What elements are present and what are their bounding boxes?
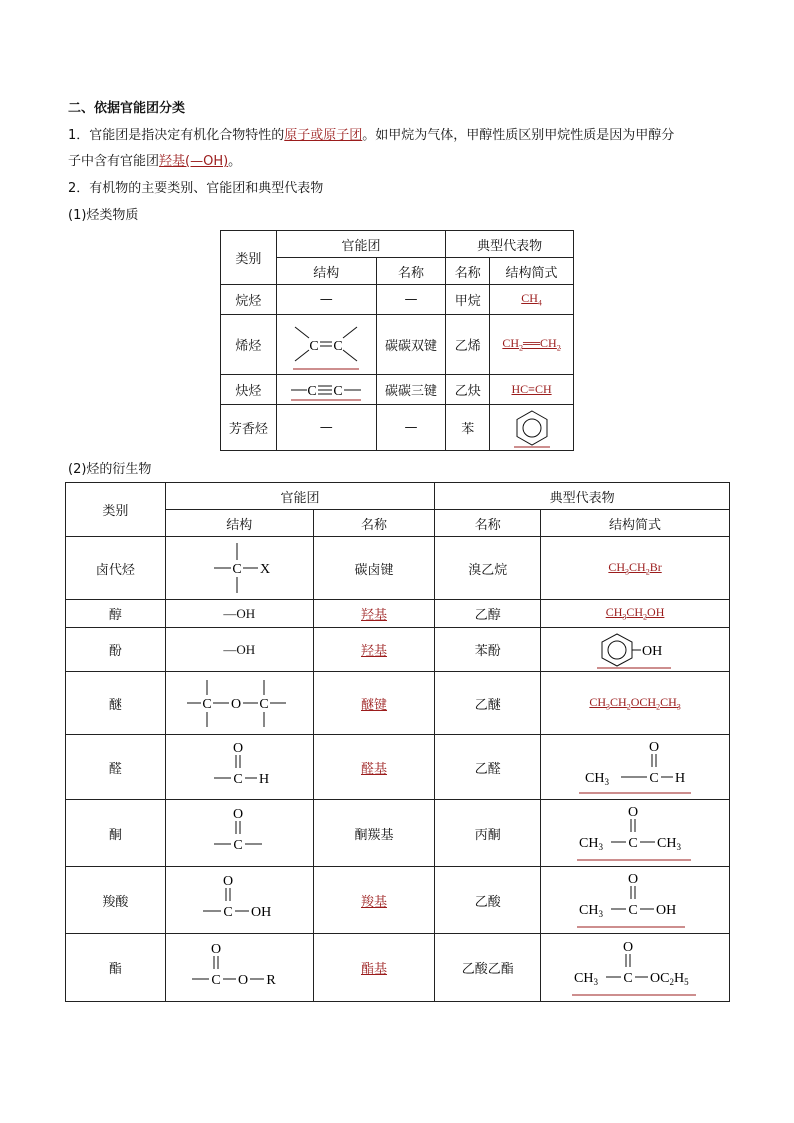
svg-text:C: C bbox=[232, 562, 242, 577]
formula-cell bbox=[541, 934, 730, 1002]
fg-name-cell: 碳碳双键 bbox=[376, 315, 446, 375]
header-category: 类别 bbox=[221, 231, 277, 285]
header-rep-name: 名称 bbox=[446, 258, 490, 285]
structure-cell: — bbox=[276, 405, 376, 451]
header-structure: 结构 bbox=[276, 258, 376, 285]
fg-name-cell: 酮羰基 bbox=[313, 800, 435, 867]
answer-aldehyde-group: 醛基 bbox=[361, 761, 388, 777]
fg-name-cell bbox=[313, 735, 435, 800]
category-cell: 炔烃 bbox=[221, 375, 277, 405]
table-row bbox=[221, 315, 574, 375]
answer-atom-group: 原子或原子团 bbox=[284, 128, 363, 143]
phenol-oh-label: OH bbox=[642, 643, 663, 659]
formula-cell bbox=[490, 285, 574, 315]
rep-name-cell: 苯 bbox=[446, 405, 490, 451]
answer-hydroxyl: 羟基(—OH) bbox=[159, 154, 229, 169]
svg-text:C: C bbox=[233, 838, 243, 853]
header-category: 类别 bbox=[66, 483, 166, 537]
table-row bbox=[66, 628, 730, 672]
phenol-structure-diagram bbox=[593, 631, 677, 669]
table-row bbox=[66, 735, 730, 800]
acetone-structure-diagram bbox=[575, 802, 695, 864]
table-row bbox=[221, 375, 574, 405]
structure-cell bbox=[165, 735, 313, 800]
category-cell: 羧酸 bbox=[66, 867, 166, 934]
header-representative: 典型代表物 bbox=[446, 231, 574, 258]
ether-structure-diagram bbox=[184, 675, 294, 731]
svg-text:C: C bbox=[333, 383, 343, 399]
header-structure: 结构 bbox=[165, 510, 313, 537]
svg-text:CH3: $CH_3$ bbox=[579, 903, 603, 919]
structure-cell bbox=[165, 934, 313, 1002]
structure-cell: —OH bbox=[165, 628, 313, 672]
paragraph-1-cont bbox=[68, 150, 241, 169]
formula-bromoethane: $CH_3CH_2Br$ bbox=[608, 559, 662, 577]
formula-ethanol: $CH_3CH_2OH$ bbox=[605, 605, 665, 622]
svg-text:C: C bbox=[202, 697, 212, 712]
header-functional-group: 官能团 bbox=[165, 483, 435, 510]
paragraph-1 bbox=[68, 124, 674, 143]
table-row bbox=[66, 867, 730, 934]
svg-text:O: O bbox=[231, 697, 242, 712]
subheading-hydrocarbons: (1)烃类物质 bbox=[68, 208, 139, 223]
svg-text:CH3: $CH_3$ bbox=[574, 970, 598, 987]
fg-name-cell bbox=[313, 628, 435, 672]
table-row bbox=[66, 672, 730, 735]
header-formula: 结构简式 bbox=[541, 510, 730, 537]
fg-name-cell: — bbox=[376, 405, 446, 451]
svg-text:O: O bbox=[627, 805, 639, 820]
formula-cell bbox=[541, 537, 730, 600]
table-row bbox=[66, 934, 730, 1002]
svg-text:C: C bbox=[233, 772, 243, 787]
svg-text:C: C bbox=[649, 771, 659, 786]
formula-cell bbox=[541, 628, 730, 672]
svg-text:C: C bbox=[211, 972, 221, 988]
ketone-structure-diagram bbox=[194, 804, 284, 862]
alkyne-structure-diagram bbox=[281, 377, 371, 403]
ethyl-acetate-structure-diagram bbox=[570, 937, 700, 999]
svg-text:H: H bbox=[674, 771, 686, 786]
table-row bbox=[221, 405, 574, 451]
answer-carboxyl-group: 羧基 bbox=[361, 894, 388, 910]
svg-text:X: X bbox=[260, 562, 271, 577]
svg-text:OH: OH bbox=[656, 903, 677, 918]
svg-text:C: C bbox=[628, 836, 638, 851]
svg-text:O: O bbox=[211, 941, 222, 957]
svg-text:C: C bbox=[259, 697, 269, 712]
formula-diethyl-ether: $CH_3CH_2OCH_2CH_3$ bbox=[589, 694, 681, 712]
answer-ether-bond: 醚键 bbox=[361, 697, 388, 713]
formula-cell bbox=[490, 315, 574, 375]
svg-text:OH: OH bbox=[251, 905, 272, 920]
structure-cell bbox=[165, 672, 313, 735]
svg-text:CH3: $CH_3$ bbox=[585, 771, 609, 787]
formula-cell bbox=[541, 867, 730, 934]
formula-cell bbox=[541, 672, 730, 735]
rep-name-cell: 乙炔 bbox=[446, 375, 490, 405]
answer-ester-group: 酯基 bbox=[361, 962, 388, 977]
alkene-structure-diagram bbox=[281, 317, 371, 373]
answer-hydroxyl-name: 羟基 bbox=[361, 608, 388, 623]
rep-name-cell: 溴乙烷 bbox=[435, 537, 541, 600]
category-cell: 醚 bbox=[66, 672, 166, 735]
formula-methane: $CH_4$ bbox=[521, 291, 542, 308]
derivative-table bbox=[65, 482, 730, 1002]
formula-cell bbox=[541, 800, 730, 867]
structure-cell bbox=[276, 315, 376, 375]
paragraph-2: 2．有机物的主要类别、官能团和典型代表物 bbox=[68, 181, 324, 196]
aldehyde-structure-diagram bbox=[194, 738, 284, 796]
rep-name-cell: 苯酚 bbox=[435, 628, 541, 672]
formula-cell bbox=[490, 405, 574, 451]
svg-text:C: C bbox=[628, 903, 638, 918]
rep-name-cell: 丙酮 bbox=[435, 800, 541, 867]
category-cell: 酚 bbox=[66, 628, 166, 672]
halide-structure-diagram bbox=[194, 540, 284, 596]
category-cell: 烷烃 bbox=[221, 285, 277, 315]
svg-text:O: O bbox=[238, 972, 249, 988]
formula-cell bbox=[541, 600, 730, 628]
section-title: 二、依据官能团分类 bbox=[68, 101, 186, 116]
category-cell: 醇 bbox=[66, 600, 166, 628]
ester-structure-diagram bbox=[184, 939, 294, 997]
svg-text:CH3: $CH_3$ bbox=[579, 836, 603, 852]
svg-text:C: C bbox=[309, 338, 319, 354]
benzene-ring-icon bbox=[510, 408, 554, 448]
header-name: 名称 bbox=[313, 510, 435, 537]
para1-text-4: 。 bbox=[228, 154, 242, 169]
rep-name-cell: 乙醚 bbox=[435, 672, 541, 735]
header-formula: 结构简式 bbox=[490, 258, 574, 285]
category-cell: 卤代烃 bbox=[66, 537, 166, 600]
fg-name-cell: 碳卤键 bbox=[313, 537, 435, 600]
category-cell: 醛 bbox=[66, 735, 166, 800]
structure-cell bbox=[276, 375, 376, 405]
rep-name-cell: 乙酸乙酯 bbox=[435, 934, 541, 1002]
acetic-acid-structure-diagram bbox=[575, 869, 695, 931]
svg-text:C: C bbox=[307, 383, 317, 399]
svg-text:C: C bbox=[623, 970, 633, 986]
table-row bbox=[66, 800, 730, 867]
table-row bbox=[221, 285, 574, 315]
svg-text:H: H bbox=[259, 772, 270, 787]
header-rep-name: 名称 bbox=[435, 510, 541, 537]
category-cell: 芳香烃 bbox=[221, 405, 277, 451]
category-cell: 酮 bbox=[66, 800, 166, 867]
header-functional-group: 官能团 bbox=[276, 231, 446, 258]
svg-text:C: C bbox=[223, 905, 233, 920]
para1-text-2: 。如甲烷为气体，甲醇性质区别甲烷性质是因为甲醇分 bbox=[362, 128, 675, 143]
formula-cell bbox=[541, 735, 730, 800]
svg-text:CH3: $CH_3$ bbox=[657, 836, 681, 852]
rep-name-cell: 乙酸 bbox=[435, 867, 541, 934]
svg-text:O: O bbox=[648, 740, 660, 755]
header-representative: 典型代表物 bbox=[435, 483, 730, 510]
structure-cell bbox=[165, 800, 313, 867]
category-cell: 酯 bbox=[66, 934, 166, 1002]
fg-name-cell bbox=[313, 672, 435, 735]
para1-text-1: 1．官能团是指决定有机化合物特性的 bbox=[68, 128, 285, 143]
rep-name-cell: 甲烷 bbox=[446, 285, 490, 315]
structure-cell bbox=[165, 867, 313, 934]
carboxyl-structure-diagram bbox=[189, 871, 289, 929]
answer-hydroxyl-name: 羟基 bbox=[361, 644, 388, 659]
formula-acetylene: HC≡CH bbox=[511, 382, 552, 396]
structure-cell bbox=[165, 537, 313, 600]
hydrocarbon-table bbox=[220, 230, 574, 451]
svg-text:OC2H5: $OC_2H_5$ bbox=[650, 970, 689, 987]
structure-cell: — bbox=[276, 285, 376, 315]
svg-text:O: O bbox=[233, 807, 244, 822]
header-name: 名称 bbox=[376, 258, 446, 285]
rep-name-cell: 乙烯 bbox=[446, 315, 490, 375]
fg-name-cell bbox=[313, 600, 435, 628]
fg-name-cell bbox=[313, 867, 435, 934]
formula-ethylene: $CH_2══CH_2$ bbox=[502, 336, 561, 353]
formula-cell bbox=[490, 375, 574, 405]
table-row bbox=[66, 600, 730, 628]
svg-text:O: O bbox=[223, 874, 234, 889]
svg-text:O: O bbox=[622, 939, 634, 955]
fg-name-cell: 碳碳三键 bbox=[376, 375, 446, 405]
table-row bbox=[66, 537, 730, 600]
rep-name-cell: 乙醇 bbox=[435, 600, 541, 628]
fg-name-cell: — bbox=[376, 285, 446, 315]
rep-name-cell: 乙醛 bbox=[435, 735, 541, 800]
acetaldehyde-structure-diagram bbox=[575, 737, 695, 797]
category-cell: 烯烃 bbox=[221, 315, 277, 375]
fg-name-cell bbox=[313, 934, 435, 1002]
para1-text-3: 子中含有官能团 bbox=[68, 154, 160, 169]
svg-text:O: O bbox=[233, 741, 244, 756]
subheading-derivatives: (2)烃的衍生物 bbox=[68, 462, 152, 477]
svg-text:R: R bbox=[266, 972, 276, 988]
svg-text:O: O bbox=[627, 872, 639, 887]
structure-cell: —OH bbox=[165, 600, 313, 628]
svg-text:C: C bbox=[333, 338, 343, 354]
